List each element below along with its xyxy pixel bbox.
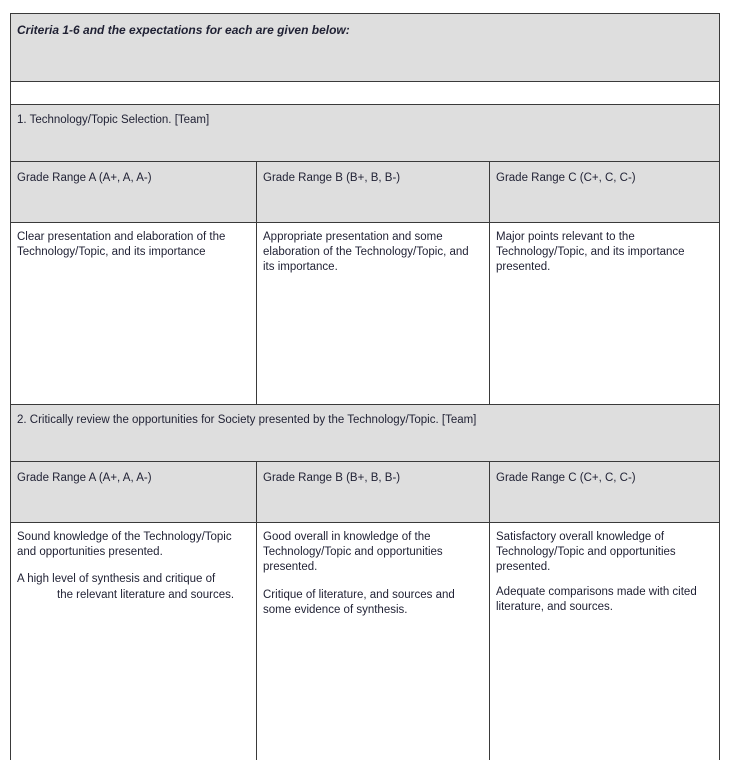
criterion-1-descriptor-a xyxy=(11,223,257,405)
spacer-row xyxy=(11,82,720,105)
criterion-1-body-row xyxy=(11,223,720,405)
criterion-1-title-row xyxy=(11,105,720,162)
criterion-2-descriptor-b xyxy=(257,523,490,760)
criterion-2-grade-header-a: Grade Range A (A+, A, A-) xyxy=(11,462,257,523)
criterion-2-title-row xyxy=(11,405,720,462)
criterion-1-grade-header-row xyxy=(11,162,720,223)
criterion-2-descriptor-c xyxy=(490,523,720,760)
descriptor-paragraph: Good overall in knowledge of the Technology/Topic and opportunities presented. xyxy=(263,531,443,574)
criterion-1-grade-header-c: Grade Range C (C+, C, C-) xyxy=(490,162,720,223)
criterion-1-title: 1. Technology/Topic Selection. [Team] xyxy=(11,105,720,162)
criterion-1-descriptor-c xyxy=(490,223,720,405)
criterion-2-title: 2. Critically review the opportunities for Society presented by the Technology/Topic. [Team] xyxy=(11,405,720,462)
descriptor-paragraph: Adequate comparisons made with cited literature, and sources. xyxy=(496,585,697,613)
descriptor-paragraph: Satisfactory overall knowledge of Technology/Topic and opportunities presented. xyxy=(496,531,676,574)
descriptor-paragraph: Appropriate presentation and some elaboration of the Technology/Topic, and its importance. xyxy=(263,231,469,274)
descriptor-line: A high level of synthesis and critique of xyxy=(17,573,216,586)
descriptor-paragraph xyxy=(17,572,250,602)
grading-rubric-table xyxy=(10,13,720,760)
criterion-2-grade-header-row xyxy=(11,462,720,523)
descriptor-line-indented: the relevant literature and sources. xyxy=(57,588,235,601)
criterion-2-grade-header-c: Grade Range C (C+, C, C-) xyxy=(490,462,720,523)
criterion-1-descriptor-b xyxy=(257,223,490,405)
spacer-cell xyxy=(11,82,720,105)
descriptor-paragraph: Sound knowledge of the Technology/Topic and opportunities presented. xyxy=(17,531,232,559)
criterion-1-grade-header-a: Grade Range A (A+, A, A-) xyxy=(11,162,257,223)
intro-heading-row xyxy=(11,14,720,82)
intro-heading-text: Criteria 1-6 and the expectations for each are given below: xyxy=(11,14,720,82)
descriptor-paragraph: Clear presentation and elaboration of the Technology/Topic, and its importance xyxy=(17,231,226,259)
criterion-2-body-row xyxy=(11,523,720,760)
criterion-2-grade-header-b: Grade Range B (B+, B, B-) xyxy=(257,462,490,523)
criterion-2-descriptor-a xyxy=(11,523,257,760)
descriptor-paragraph: Critique of literature, and sources and some evidence of synthesis. xyxy=(263,588,455,616)
criterion-1-grade-header-b: Grade Range B (B+, B, B-) xyxy=(257,162,490,223)
descriptor-paragraph: Major points relevant to the Technology/Topic, and its importance presented. xyxy=(496,231,685,274)
